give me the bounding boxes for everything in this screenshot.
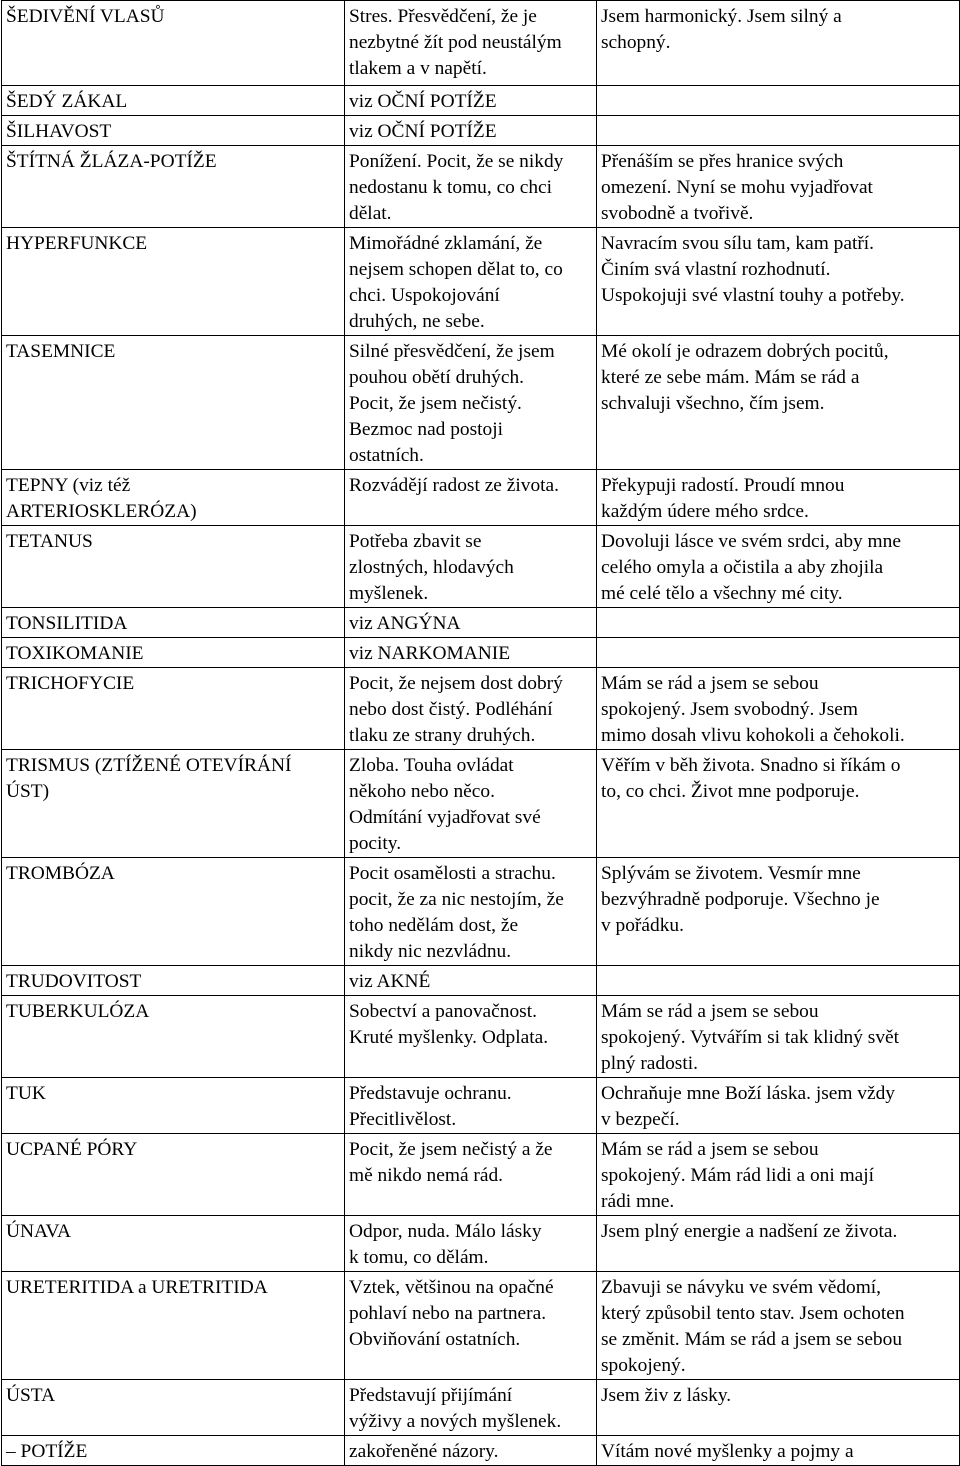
term-cell: ŠILHAVOST [2, 116, 345, 146]
cause-cell: Ponížení. Pocit, že se nikdy nedostanu k tomu, co chci dělat. [345, 146, 597, 228]
term-cell: TRICHOFYCIE [2, 668, 345, 750]
table-row [2, 116, 960, 146]
table-body [2, 1, 960, 1466]
cause-cell: zakořeněné názory. [345, 1436, 597, 1466]
table-row [2, 86, 960, 116]
table-row [2, 1272, 960, 1380]
cause-cell: Pocit osamělosti a strachu. pocit, že za nic nestojím, že toho nedělám dost, že nikdy nic nezvládnu. [345, 858, 597, 966]
table-row [2, 966, 960, 996]
affirmation-cell: Navracím svou sílu tam, kam patří. Činím svá vlastní rozhodnutí. Uspokojuji své vlastní touhy a potřeby. [597, 228, 960, 336]
affirmation-cell: Ochraňuje mne Boží láska. jsem vždy v bezpečí. [597, 1078, 960, 1134]
affirmation-cell [597, 638, 960, 668]
table-row [2, 668, 960, 750]
table-row [2, 336, 960, 470]
cause-cell: viz AKNÉ [345, 966, 597, 996]
cause-cell: Mimořádné zklamání, že nejsem schopen dělat to, co chci. Uspokojování druhých, ne sebe. [345, 228, 597, 336]
table-row [2, 608, 960, 638]
term-cell: – POTÍŽE [2, 1436, 345, 1466]
term-cell: ÚSTA [2, 1380, 345, 1436]
table-row [2, 750, 960, 858]
affirmation-cell: Mé okolí je odrazem dobrých pocitů, které ze sebe mám. Mám se rád a schvaluji všechno, čím jsem. [597, 336, 960, 470]
cause-cell: Stres. Přesvědčení, že je nezbytné žít pod neustálým tlakem a v napětí. [345, 1, 597, 86]
affirmation-cell: Jsem harmonický. Jsem silný a schopný. [597, 1, 960, 86]
affirmation-cell: Vítám nové myšlenky a pojmy a [597, 1436, 960, 1466]
table-row [2, 638, 960, 668]
table-row [2, 1, 960, 86]
table-row [2, 470, 960, 526]
term-cell: TUBERKULÓZA [2, 996, 345, 1078]
affirmation-cell: Mám se rád a jsem se sebou spokojený. Mám rád lidi a oni mají rádi mne. [597, 1134, 960, 1216]
term-cell: TOXIKOMANIE [2, 638, 345, 668]
cause-cell: viz OČNÍ POTÍŽE [345, 116, 597, 146]
cause-cell: Zloba. Touha ovládat někoho nebo něco. Odmítání vyjadřovat své pocity. [345, 750, 597, 858]
table-row [2, 1216, 960, 1272]
affirmation-cell: Překypuji radostí. Proudí mnou každým údere mého srdce. [597, 470, 960, 526]
cause-cell: Představují přijímání výživy a nových myšlenek. [345, 1380, 597, 1436]
affirmation-cell [597, 608, 960, 638]
affirmation-cell [597, 86, 960, 116]
affirmation-cell: Věřím v běh života. Snadno si říkám o to, co chci. Život mne podporuje. [597, 750, 960, 858]
term-cell: ÚNAVA [2, 1216, 345, 1272]
affirmation-cell: Jsem živ z lásky. [597, 1380, 960, 1436]
term-cell: URETERITIDA a URETRITIDA [2, 1272, 345, 1380]
cause-cell: viz OČNÍ POTÍŽE [345, 86, 597, 116]
cause-cell: Sobectví a panovačnost. Kruté myšlenky. Odplata. [345, 996, 597, 1078]
term-cell: TUK [2, 1078, 345, 1134]
affirmation-cell: Zbavuji se návyku ve svém vědomí, který způsobil tento stav. Jsem ochoten se změnit. Mám se rád a jsem se sebou spokojený. [597, 1272, 960, 1380]
table-row [2, 1078, 960, 1134]
table-row [2, 1134, 960, 1216]
affirmation-cell [597, 966, 960, 996]
cause-cell: Pocit, že nejsem dost dobrý nebo dost čistý. Podléhání tlaku ze strany druhých. [345, 668, 597, 750]
term-cell: TEPNY (viz též ARTERIOSKLERÓZA) [2, 470, 345, 526]
cause-cell: Představuje ochranu. Přecitlivělost. [345, 1078, 597, 1134]
term-cell: TASEMNICE [2, 336, 345, 470]
cause-cell: Potřeba zbavit se zlostných, hlodavých myšlenek. [345, 526, 597, 608]
term-cell: ŠEDIVĚNÍ VLASŮ [2, 1, 345, 86]
affirmation-cell: Jsem plný energie a nadšení ze života. [597, 1216, 960, 1272]
term-cell: TRUDOVITOST [2, 966, 345, 996]
affirmation-cell: Mám se rád a jsem se sebou spokojený. Jsem svobodný. Jsem mimo dosah vlivu kohokoli a čehokoli. [597, 668, 960, 750]
term-cell: UCPANÉ PÓRY [2, 1134, 345, 1216]
affirmation-cell: Mám se rád a jsem se sebou spokojený. Vytvářím si tak klidný svět plný radosti. [597, 996, 960, 1078]
table-row [2, 1436, 960, 1466]
cause-cell: Vztek, většinou na opačné pohlaví nebo na partnera. Obviňování ostatních. [345, 1272, 597, 1380]
cause-cell: Pocit, že jsem nečistý a že mě nikdo nemá rád. [345, 1134, 597, 1216]
term-cell: TROMBÓZA [2, 858, 345, 966]
term-cell: ŠEDÝ ZÁKAL [2, 86, 345, 116]
affirmation-cell: Přenáším se přes hranice svých omezení. Nyní se mohu vyjadřovat svobodně a tvořivě. [597, 146, 960, 228]
term-cell: TETANUS [2, 526, 345, 608]
table-row [2, 1380, 960, 1436]
table-row [2, 996, 960, 1078]
cause-cell: Odpor, nuda. Málo lásky k tomu, co dělám. [345, 1216, 597, 1272]
table-row [2, 228, 960, 336]
affirmation-cell: Dovoluji lásce ve svém srdci, aby mne celého omyla a očistila a aby zhojila mé celé tělo a všechny mé city. [597, 526, 960, 608]
cause-cell: Silné přesvědčení, že jsem pouhou obětí druhých. Pocit, že jsem nečistý. Bezmoc nad postoji ostatních. [345, 336, 597, 470]
affirmation-cell [597, 116, 960, 146]
term-cell: HYPERFUNKCE [2, 228, 345, 336]
table-row [2, 858, 960, 966]
cause-cell: Rozvádějí radost ze života. [345, 470, 597, 526]
term-cell: ŠTÍTNÁ ŽLÁZA-POTÍŽE [2, 146, 345, 228]
cause-cell: viz NARKOMANIE [345, 638, 597, 668]
table-row [2, 526, 960, 608]
remedy-table [1, 0, 960, 1466]
table-row [2, 146, 960, 228]
term-cell: TONSILITIDA [2, 608, 345, 638]
affirmation-cell: Splývám se životem. Vesmír mne bezvýhradně podporuje. Všechno je v pořádku. [597, 858, 960, 966]
term-cell: TRISMUS (ZTÍŽENÉ OTEVÍRÁNÍ ÚST) [2, 750, 345, 858]
cause-cell: viz ANGÝNA [345, 608, 597, 638]
